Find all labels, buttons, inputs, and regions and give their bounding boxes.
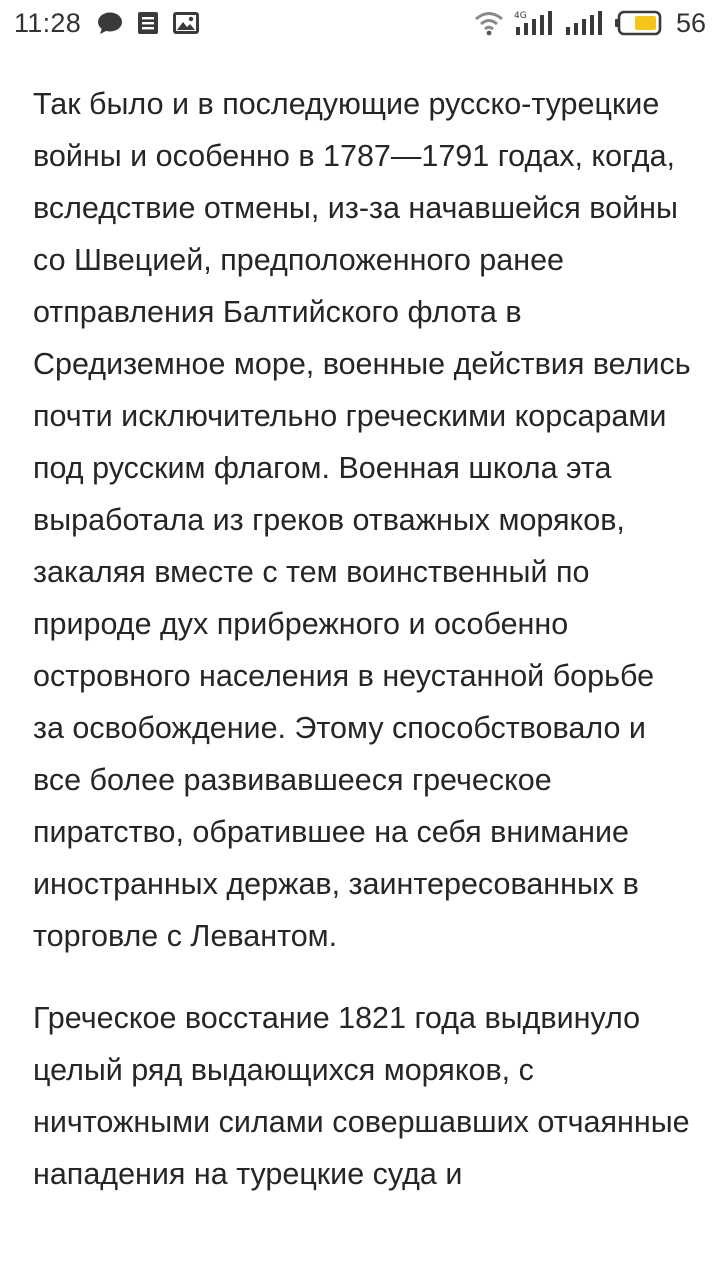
signal-icon bbox=[564, 9, 604, 37]
article-paragraph: Греческое восстание 1821 года выдвинуло целый ряд выдающихся моряков, с ничтожными силами совершавших отчаянные нападения на турецкие суда и bbox=[33, 1001, 690, 1191]
chat-bubble-icon bbox=[97, 11, 123, 35]
battery-percent: 56 bbox=[675, 7, 706, 38]
image-icon bbox=[173, 11, 199, 35]
article-body bbox=[33, 78, 693, 1230]
battery-icon bbox=[614, 10, 662, 36]
notes-icon bbox=[137, 11, 159, 35]
status-bar-left bbox=[14, 8, 213, 39]
status-time: 11:28 bbox=[14, 7, 82, 38]
status-bar bbox=[0, 0, 720, 46]
status-bar-right bbox=[474, 8, 706, 39]
signal-4g-icon bbox=[514, 9, 554, 37]
svg-text:4G: 4G bbox=[513, 11, 527, 21]
article-paragraph: Так было и в последующие русско-турецкие войны и особенно в 1787—1791 годах, когда, вследствие отмены, из-за начавшейся войны со Швецией, предположенного ранее отправления Балтийского флота в Средиземное море, военные действия велись почти исключительно греческими корсарами под русским флагом. Военная школа эта выработала из греков отважных моряков, закаляя вместе с тем воинственный по природе дух прибрежного и особенно островного населения в неустанной борьбе за освобождение. Этому способствовало и все более развивавшееся греческое пиратство, обратившее на себя внимание иностранных держав, заинтересованных в торговле с Левантом. bbox=[33, 87, 691, 953]
wifi-icon bbox=[474, 10, 504, 36]
